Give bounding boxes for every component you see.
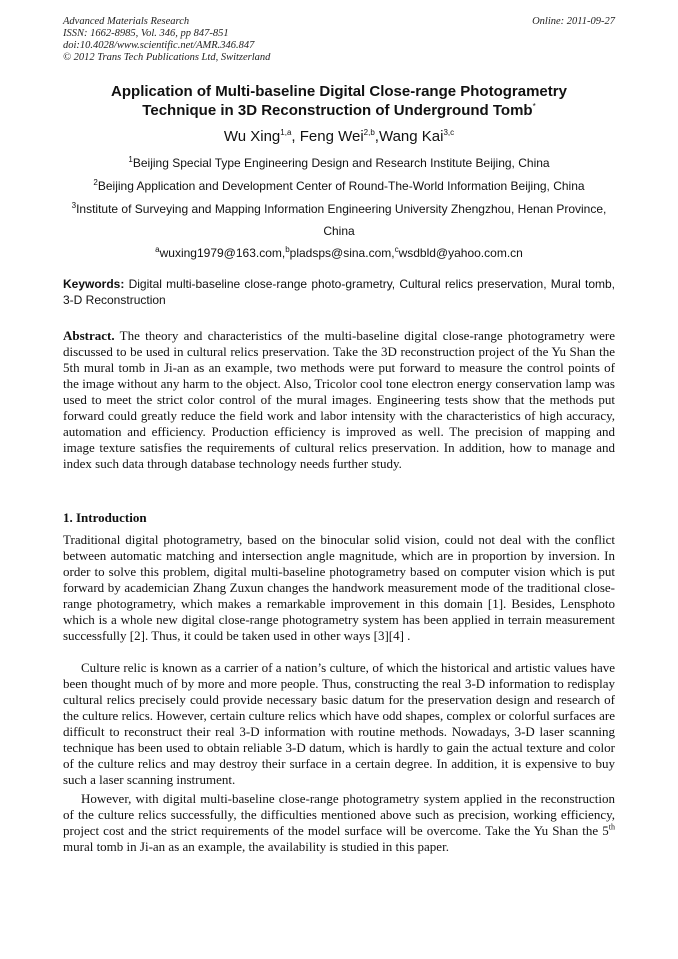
- author-1: Wu Xing: [223, 128, 281, 145]
- affiliation-3: [63, 198, 615, 242]
- intro-paragraph-3: [63, 791, 615, 855]
- abstract-label: Abstract.: [63, 328, 115, 343]
- author-3-sup: 3,c: [443, 128, 455, 137]
- author-list: [63, 128, 615, 146]
- email-a[interactable]: wuxing1979@163.com,: [159, 246, 286, 260]
- affiliation-2-text: Beijing Application and Development Center of Round-The-World Information Beijing, China: [97, 179, 585, 193]
- email-c-sup: c: [394, 245, 399, 254]
- title-footnote-mark: *: [532, 102, 536, 111]
- keywords-block: [63, 276, 615, 308]
- intro-paragraph-2: Culture relic is known as a carrier of a nation’s culture, of which the historical and artistic values have been thought much of by more and more people. Thus, constructing the real 3-D information to redisplay cultural relics precisely could provide necessary basic datum for the preservation design and research of the culture relics. However, certain culture relics which have odd shapes, complex or colorful surfaces are difficult to reconstruct their real 3-D information with routine methods. Nowadays, 3-D laser scanning technique has been used to obtain reliable 3-D datum, which is hardly to gain the actual texture and color of the culture relics and may destroy their surface in a certain degree. In addition, it is expensive to buy such a laser scanning instrument.: [63, 660, 615, 787]
- author-2-sup: 2,b: [363, 128, 375, 137]
- affiliation-3-sup: 3: [71, 201, 77, 210]
- affiliation-3-text: Institute of Surveying and Mapping Information Engineering University Zhengzhou, Henan Province, China: [76, 202, 607, 238]
- affiliation-2: [63, 175, 615, 197]
- email-a-sup: a: [155, 245, 160, 254]
- intro-paragraph-3-b: mural tomb in Ji-an as an example, the availability is studied in this paper.: [63, 839, 449, 854]
- title-line-2-text: Technique in 3D Reconstruction of Underground Tomb: [142, 102, 533, 119]
- intro-paragraph-3-sup: th: [608, 822, 615, 832]
- intro-paragraph-1: Traditional digital photogrametry, based on the binocular solid vision, could not deal with the conflict between automatic matching and intersection angle magnitude, which are in proportion by inversion. In order to solve this problem, digital multi-baseline photogrametry based on computer vision which is put forward by academician Zhang Zuxun changes the handwork measurement mode of the traditional close-range photogrametry, which makes a remarkable improvement in this domain [1]. Besides, Lensphoto which is a whole new digital close-range photogrametry system has been applied in terrain measurement successfully [2]. Thus, it could be taken used in other ways [3][4] .: [63, 532, 615, 643]
- abstract-text: The theory and characteristics of the multi-baseline digital close-range photogrametry were discussed to be used in cultural relics preservation. Take the 3D reconstruction project of the Yu Shan the 5th mural tomb in Ji-an as an example, two methods were put forward to measure the control points of the image without any harm to the object. Also, Tricolor cool tone electron energy conservation lamp was used to meet the strict color control of the mural images. Engineering tests show that the methods put forward could greatly reduce the field work and labor intensity with the characteristics of high accuracy, automation and efficiency. Production efficiency is improved as well. The precision of mapping and image texture satisfies the requirements of cultural relics preservation. In addition, how to manage and index such data through database technology needs further study.: [63, 328, 615, 471]
- intro-paragraph-3-a: However, with digital multi-baseline close-range photogrametry system applied in the reconstruction of the culture relics successfully, the difficulties mentioned above such as precision, working efficiency, project cost and the strict requirements of the model surface will be overcome. Take the Yu Shan the 5: [63, 791, 615, 838]
- email-b-sup: b: [285, 245, 290, 254]
- paper-title: [63, 82, 615, 120]
- author-2: , Feng Wei: [291, 128, 364, 145]
- affiliation-1-sup: 1: [128, 155, 133, 164]
- title-line-2: [63, 101, 615, 120]
- journal-name: Advanced Materials Research: [63, 16, 190, 27]
- abstract-block: [63, 328, 615, 472]
- title-line-1: Application of Multi-baseline Digital Close-range Photogrametry: [111, 83, 567, 100]
- email-c[interactable]: wsdbld@yahoo.com.cn: [398, 246, 523, 260]
- keywords-text: Digital multi-baseline close-range photo-grametry, Cultural relics preservation, Mural tomb, 3-D Reconstruction: [63, 277, 615, 307]
- issn-line: ISSN: 1662-8985, Vol. 346, pp 847-851: [63, 28, 229, 39]
- author-3: ,Wang Kai: [374, 128, 444, 145]
- copyright-line: © 2012 Trans Tech Publications Ltd, Switzerland: [63, 52, 271, 63]
- online-date: Online: 2011-09-27: [532, 16, 615, 27]
- section-heading-introduction: 1. Introduction: [63, 510, 147, 525]
- email-line: [63, 242, 615, 264]
- affiliation-2-sup: 2: [93, 178, 98, 187]
- affiliation-1: [63, 152, 615, 174]
- author-1-sup: 1,a: [280, 128, 292, 137]
- running-header: [63, 16, 615, 64]
- email-b[interactable]: pladsps@sina.com,: [289, 246, 395, 260]
- keywords-label: Keywords:: [63, 277, 125, 291]
- affiliation-1-text: Beijing Special Type Engineering Design and Research Institute Beijing, China: [132, 156, 550, 170]
- doi-line: doi:10.4028/www.scientific.net/AMR.346.847: [63, 40, 255, 51]
